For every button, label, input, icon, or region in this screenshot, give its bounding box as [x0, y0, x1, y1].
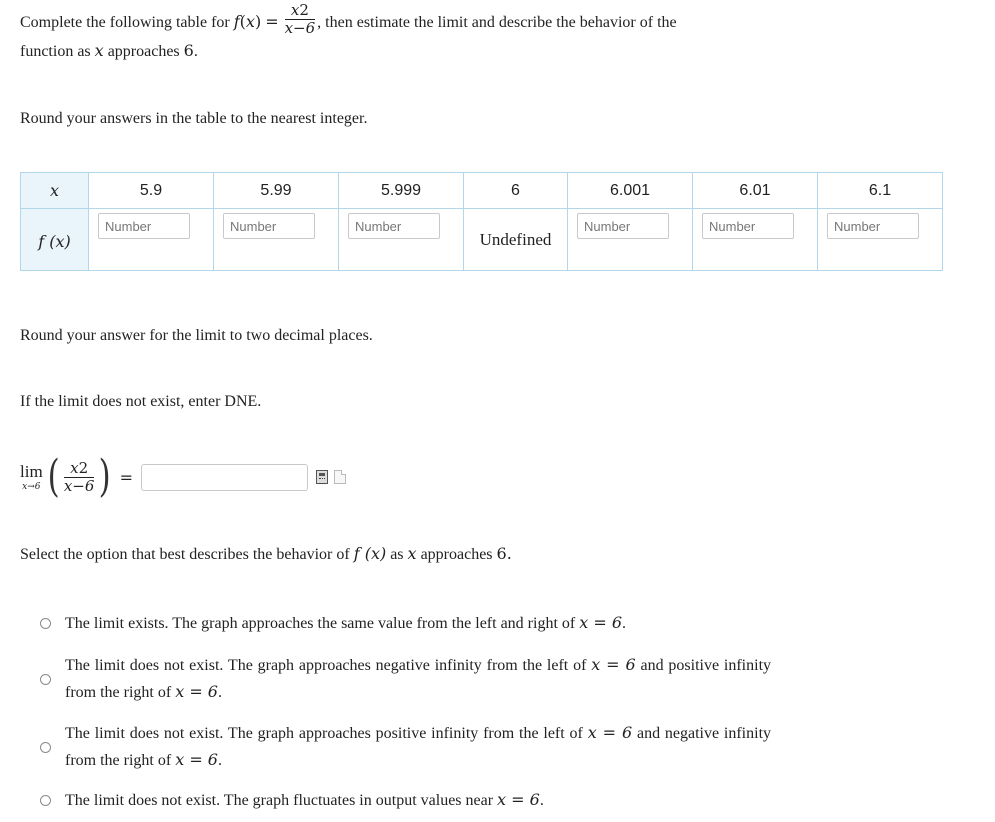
- option-2-eq-1: x = 6: [591, 655, 636, 674]
- dne-instruction: If the limit does not exist, enter DNE.: [20, 393, 262, 410]
- option-3-text-c: .: [217, 752, 222, 769]
- option-text: [65, 720, 771, 774]
- option-text: [65, 610, 771, 637]
- row-label-fx-text: f (x): [38, 231, 71, 251]
- option-1[interactable]: [40, 610, 780, 637]
- select-prompt-text-3: approaches: [420, 546, 493, 563]
- x-value-cell: 6: [464, 173, 568, 209]
- select-prompt-fx: f (x): [353, 544, 387, 563]
- fx-input-6-01[interactable]: [702, 213, 794, 239]
- intro-text-2: , then estimate the limit and describe the behavior of the: [317, 14, 677, 31]
- function-var: x: [245, 12, 255, 31]
- option-1-text-b: .: [622, 615, 626, 632]
- limit-fraction: [63, 458, 95, 495]
- option-2-text-c: .: [217, 684, 222, 701]
- option-4-eq: x = 6: [497, 790, 540, 809]
- select-prompt-text-2: as: [390, 546, 404, 563]
- select-prompt: [20, 544, 512, 565]
- option-3-text-b: and negative infinity from the right of: [65, 725, 772, 769]
- intro-text-1: Complete the following table for: [20, 14, 230, 31]
- option-2-text-a: The limit does not exist. The graph approaches negative infinity from the left of: [65, 657, 587, 674]
- select-prompt-text-1: Select the option that best describes the behavior of: [20, 546, 350, 563]
- radio-button[interactable]: [40, 742, 51, 753]
- option-2-eq-2: x = 6: [175, 682, 218, 701]
- option-4-text-a: The limit does not exist. The graph fluctuates in output values near: [65, 792, 494, 809]
- select-prompt-x: x: [407, 544, 417, 563]
- table-row-x: [21, 173, 943, 209]
- option-4-text-b: .: [539, 792, 544, 809]
- limit-expression: [20, 452, 346, 502]
- fx-input-5-9[interactable]: [98, 213, 190, 239]
- round-table-instruction: Round your answers in the table to the nearest integer.: [20, 110, 368, 127]
- radio-button[interactable]: [40, 618, 51, 629]
- option-1-text-a: The limit exists. The graph approaches the same value from the left and right of: [65, 615, 576, 632]
- limit-answer-input[interactable]: [141, 464, 308, 491]
- fraction-numerator-var: x: [290, 0, 300, 19]
- fx-cell: [693, 209, 818, 271]
- limit-numerator-var: x: [70, 458, 79, 477]
- fx-input-6-001[interactable]: [577, 213, 669, 239]
- fx-input-5-999[interactable]: [348, 213, 440, 239]
- limit-equals: =: [119, 467, 133, 487]
- intro-text-3: function as: [20, 43, 91, 60]
- fraction-numerator-exp: 2: [299, 0, 309, 19]
- radio-button[interactable]: [40, 795, 51, 806]
- fx-cell: [339, 209, 464, 271]
- left-paren: (: [47, 451, 60, 502]
- lim-subscript: x→6: [22, 481, 41, 492]
- limit-numerator-exp: 2: [78, 458, 89, 477]
- fx-cell: [89, 209, 214, 271]
- function-name: f: [233, 12, 240, 31]
- row-label-x-text: x: [49, 180, 60, 200]
- problem-statement: Complete the following table for f(x) = $\frac{x2}{x-6}$ , then estimate the limit and describe the behavior of the function as x approaches 6.: [20, 0, 677, 60]
- intro-text-4: approaches: [107, 43, 180, 60]
- option-3-eq-1: x = 6: [587, 723, 633, 742]
- right-paren: ): [98, 451, 112, 502]
- option-3-eq-2: x = 6: [175, 750, 218, 769]
- calculator-icon[interactable]: [316, 470, 328, 484]
- option-1-eq: x = 6: [579, 613, 622, 632]
- fx-cell: [214, 209, 339, 271]
- option-3-text-a: The limit does not exist. The graph approaches positive infinity from the left of: [65, 725, 583, 742]
- option-4[interactable]: [40, 787, 780, 814]
- limit-operator: [20, 463, 43, 492]
- row-label-x: [21, 173, 89, 209]
- intro-period: .: [193, 43, 198, 60]
- option-2-text-b: and positive infinity from the right of: [65, 657, 772, 701]
- x-value-cell: 5.99: [214, 173, 339, 209]
- document-icon[interactable]: [334, 470, 346, 484]
- intro-x: x: [94, 41, 104, 60]
- fraction-denominator: x−6: [284, 18, 316, 37]
- option-text: [65, 652, 771, 706]
- option-3[interactable]: [40, 720, 780, 774]
- radio-button[interactable]: [40, 674, 51, 685]
- x-value-cell: 6.1: [818, 173, 943, 209]
- select-prompt-six: 6.: [496, 544, 512, 563]
- fx-cell: [568, 209, 693, 271]
- x-value-cell: 5.999: [339, 173, 464, 209]
- fx-cell: [818, 209, 943, 271]
- x-value-cell: 5.9: [89, 173, 214, 209]
- fx-input-6-1[interactable]: [827, 213, 919, 239]
- limit-denominator: x−6: [63, 476, 95, 495]
- values-table: [20, 172, 943, 271]
- option-text: [65, 787, 771, 814]
- option-2[interactable]: [40, 652, 780, 706]
- fx-undefined-cell: Undefined: [464, 209, 568, 271]
- x-value-cell: 6.001: [568, 173, 693, 209]
- function-fraction: [284, 0, 316, 37]
- lim-text: lim: [20, 461, 43, 481]
- row-label-fx: [21, 209, 89, 271]
- x-value-cell: 6.01: [693, 173, 818, 209]
- round-limit-instruction: Round your answer for the limit to two decimal places.: [20, 327, 373, 344]
- fx-input-5-99[interactable]: [223, 213, 315, 239]
- intro-six: 6: [183, 41, 194, 60]
- table-row-fx: [21, 209, 943, 271]
